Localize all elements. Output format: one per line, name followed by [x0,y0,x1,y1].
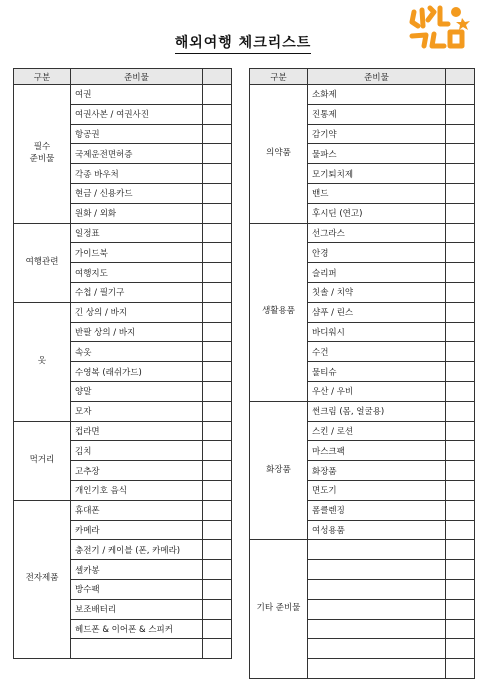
item-cell: 셀카봉 [71,560,203,580]
check-box-cell[interactable] [203,104,232,124]
check-box-cell[interactable] [446,500,475,520]
check-box-cell[interactable] [203,480,232,500]
header-check [203,69,232,85]
item-cell: 진통제 [308,104,446,124]
category-cell: 전자제품 [14,500,71,658]
check-box-cell[interactable] [203,461,232,481]
table-row [250,401,475,421]
item-cell: 안경 [308,243,446,263]
check-box-cell[interactable] [203,243,232,263]
item-cell: 선그라스 [308,223,446,243]
item-cell: 여권 [71,85,203,105]
table-row [250,223,475,243]
item-cell: 여행지도 [71,263,203,283]
item-cell: 개인기호 음식 [71,480,203,500]
item-cell: 썬크림 (몸, 얼굴용) [308,401,446,421]
item-cell: 수첩 / 필기구 [71,282,203,302]
check-box-cell[interactable] [446,164,475,184]
item-cell [308,560,446,580]
item-cell [71,639,203,659]
check-box-cell[interactable] [446,302,475,322]
right-header-row [250,69,475,85]
item-cell: 반팔 상의 / 바지 [71,322,203,342]
item-cell: 속옷 [71,342,203,362]
item-cell [308,659,446,679]
check-box-cell[interactable] [446,342,475,362]
check-box-cell[interactable] [446,659,475,679]
item-cell: 샴푸 / 린스 [308,302,446,322]
check-box-cell[interactable] [203,124,232,144]
check-box-cell[interactable] [446,540,475,560]
category-cell: 필수 준비물 [14,85,71,224]
item-cell: 국제운전면허증 [71,144,203,164]
brand-logo [404,2,472,52]
check-box-cell[interactable] [446,579,475,599]
check-box-cell[interactable] [446,421,475,441]
table-row [14,421,232,441]
item-cell [308,540,446,560]
table-row [14,85,232,105]
check-box-cell[interactable] [203,144,232,164]
category-cell: 생활용품 [250,223,308,401]
item-cell: 수영복 (래쉬가드) [71,362,203,382]
check-box-cell[interactable] [203,85,232,105]
check-box-cell[interactable] [203,362,232,382]
check-box-cell[interactable] [446,639,475,659]
check-box-cell[interactable] [446,183,475,203]
right-checklist-table [249,68,475,679]
table-row [14,302,232,322]
item-cell: 우산 / 우비 [308,381,446,401]
check-box-cell[interactable] [203,203,232,223]
check-box-cell[interactable] [446,381,475,401]
header-category: 구분 [250,69,308,85]
item-cell: 컵라면 [71,421,203,441]
table-row [14,223,232,243]
check-box-cell[interactable] [446,362,475,382]
item-cell: 헤드폰 & 이어폰 & 스피커 [71,619,203,639]
item-cell: 마스크팩 [308,441,446,461]
item-cell: 김치 [71,441,203,461]
item-cell: 여성용품 [308,520,446,540]
item-cell: 면도기 [308,480,446,500]
item-cell: 감기약 [308,124,446,144]
check-box-cell[interactable] [446,263,475,283]
check-box-cell[interactable] [203,164,232,184]
item-cell: 양말 [71,381,203,401]
check-box-cell[interactable] [203,381,232,401]
check-box-cell[interactable] [446,243,475,263]
table-row [250,540,475,560]
header-category: 구분 [14,69,71,85]
item-cell: 카메라 [71,520,203,540]
category-cell: 여행관련 [14,223,71,302]
item-cell [308,639,446,659]
table-row [250,85,475,105]
check-box-cell[interactable] [446,599,475,619]
check-box-cell[interactable] [203,282,232,302]
check-box-cell[interactable] [203,520,232,540]
header-item: 준비물 [71,69,203,85]
check-box-cell[interactable] [446,85,475,105]
check-box-cell[interactable] [203,639,232,659]
category-cell: 먹거리 [14,421,71,500]
check-box-cell[interactable] [203,401,232,421]
item-cell: 보조배터리 [71,599,203,619]
category-cell: 기타 준비물 [250,540,308,679]
item-cell [308,619,446,639]
check-box-cell[interactable] [203,183,232,203]
check-box-cell[interactable] [446,322,475,342]
item-cell: 소화제 [308,85,446,105]
check-box-cell[interactable] [446,461,475,481]
check-box-cell[interactable] [446,124,475,144]
item-cell: 방수팩 [71,579,203,599]
item-cell: 슬리퍼 [308,263,446,283]
item-cell: 후시딘 (연고) [308,203,446,223]
item-cell [308,599,446,619]
check-box-cell[interactable] [203,579,232,599]
check-box-cell[interactable] [446,282,475,302]
check-box-cell[interactable] [203,500,232,520]
item-cell: 화장품 [308,461,446,481]
check-box-cell[interactable] [446,144,475,164]
item-cell: 가이드북 [71,243,203,263]
item-cell: 모자 [71,401,203,421]
left-checklist-table [13,68,232,659]
item-cell: 현금 / 신용카드 [71,183,203,203]
item-cell [308,579,446,599]
check-box-cell[interactable] [203,421,232,441]
check-box-cell[interactable] [203,599,232,619]
category-cell: 의약품 [250,85,308,224]
check-box-cell[interactable] [446,619,475,639]
item-cell: 폼클렌징 [308,500,446,520]
item-cell: 모기퇴치제 [308,164,446,184]
check-box-cell[interactable] [446,104,475,124]
check-box-cell[interactable] [203,223,232,243]
item-cell: 항공권 [71,124,203,144]
check-box-cell[interactable] [446,401,475,421]
check-box-cell[interactable] [446,560,475,580]
category-cell: 화장품 [250,401,308,540]
header-check [446,69,475,85]
check-box-cell[interactable] [446,520,475,540]
item-cell: 휴대폰 [71,500,203,520]
check-box-cell[interactable] [446,203,475,223]
item-cell: 밴드 [308,183,446,203]
check-box-cell[interactable] [446,441,475,461]
page-title-text: 해외여행 체크리스트 [175,35,312,54]
item-cell: 수건 [308,342,446,362]
check-box-cell[interactable] [446,223,475,243]
item-cell: 원화 / 외화 [71,203,203,223]
item-cell: 충전기 / 케이블 (폰, 카메라) [71,540,203,560]
check-box-cell[interactable] [203,342,232,362]
item-cell: 고추장 [71,461,203,481]
category-cell: 옷 [14,302,71,421]
table-row [14,500,232,520]
left-header-row [14,69,232,85]
check-box-cell[interactable] [203,263,232,283]
item-cell: 여권사본 / 여권사진 [71,104,203,124]
header-item: 준비물 [308,69,446,85]
item-cell: 일정표 [71,223,203,243]
check-box-cell[interactable] [203,540,232,560]
check-box-cell[interactable] [203,441,232,461]
check-box-cell[interactable] [203,322,232,342]
check-box-cell[interactable] [203,302,232,322]
check-box-cell[interactable] [446,480,475,500]
item-cell: 바디워시 [308,322,446,342]
item-cell: 각종 바우처 [71,164,203,184]
item-cell: 칫솔 / 치약 [308,282,446,302]
item-cell: 물파스 [308,144,446,164]
item-cell: 긴 상의 / 바지 [71,302,203,322]
check-box-cell[interactable] [203,560,232,580]
item-cell: 스킨 / 로션 [308,421,446,441]
item-cell: 물티슈 [308,362,446,382]
check-box-cell[interactable] [203,619,232,639]
